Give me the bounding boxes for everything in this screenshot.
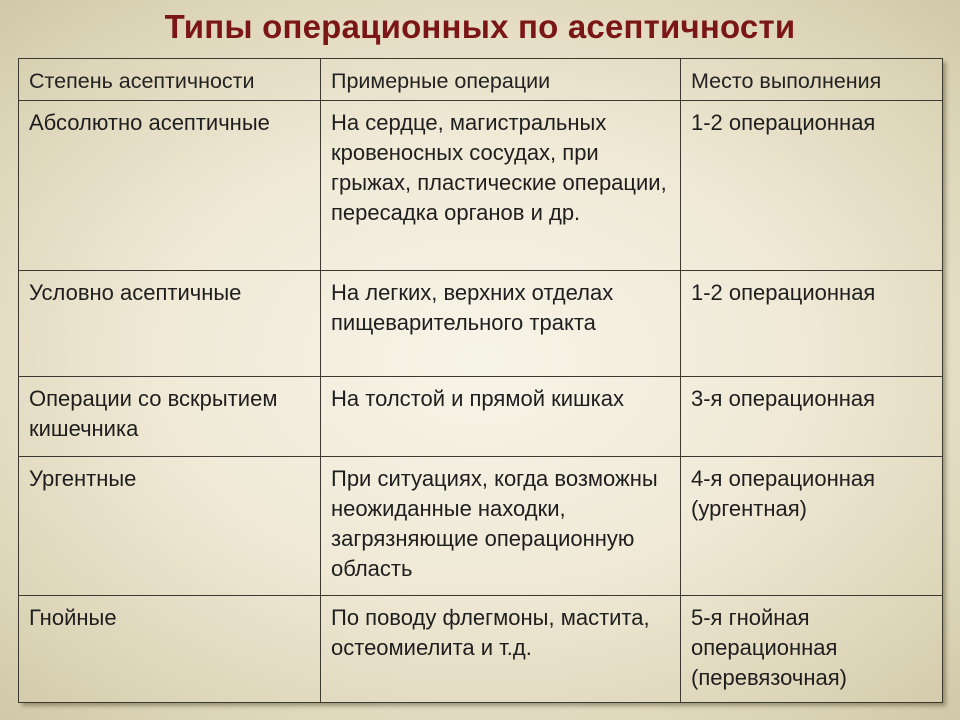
- table-row: [19, 101, 943, 271]
- header-location: Место выполнения: [681, 59, 943, 101]
- cell-asepticity-degree: Условно асептичные: [19, 271, 321, 377]
- cell-example-operations: На легких, верхних отделах пищеварительного тракта: [321, 271, 681, 377]
- cell-example-operations: На толстой и прямой кишках: [321, 377, 681, 457]
- cell-asepticity-degree: Абсолютно асептичные: [19, 101, 321, 271]
- operating-rooms-table-wrapper: [18, 58, 942, 702]
- slide-title: Типы операционных по асептичности: [164, 8, 796, 45]
- cell-asepticity-degree: Ургентные: [19, 457, 321, 596]
- header-asepticity-degree: Степень асептичности: [19, 59, 321, 101]
- cell-example-operations: На сердце, магистральных кровеносных сосудах, при грыжах, пластические операции, пересадка органов и др.: [321, 101, 681, 271]
- table-header-row: [19, 59, 943, 101]
- table-row: [19, 457, 943, 596]
- cell-example-operations: При ситуациях, когда возможны неожиданные находки, загрязняющие операционную область: [321, 457, 681, 596]
- cell-example-operations: По поводу флегмоны, мастита, остеомиелита и т.д.: [321, 596, 681, 703]
- cell-location: 3-я операционная: [681, 377, 943, 457]
- cell-asepticity-degree: Операции со вскрытием кишечника: [19, 377, 321, 457]
- table-row: [19, 377, 943, 457]
- header-example-operations: Примерные операции: [321, 59, 681, 101]
- cell-location: 5-я гнойная операционная (перевязочная): [681, 596, 943, 703]
- table-row: [19, 271, 943, 377]
- cell-location: 1-2 операционная: [681, 101, 943, 271]
- table-row: [19, 596, 943, 703]
- cell-location: 4-я операционная (ургентная): [681, 457, 943, 596]
- cell-location: 1-2 операционная: [681, 271, 943, 377]
- operating-rooms-table: [18, 58, 943, 703]
- cell-asepticity-degree: Гнойные: [19, 596, 321, 703]
